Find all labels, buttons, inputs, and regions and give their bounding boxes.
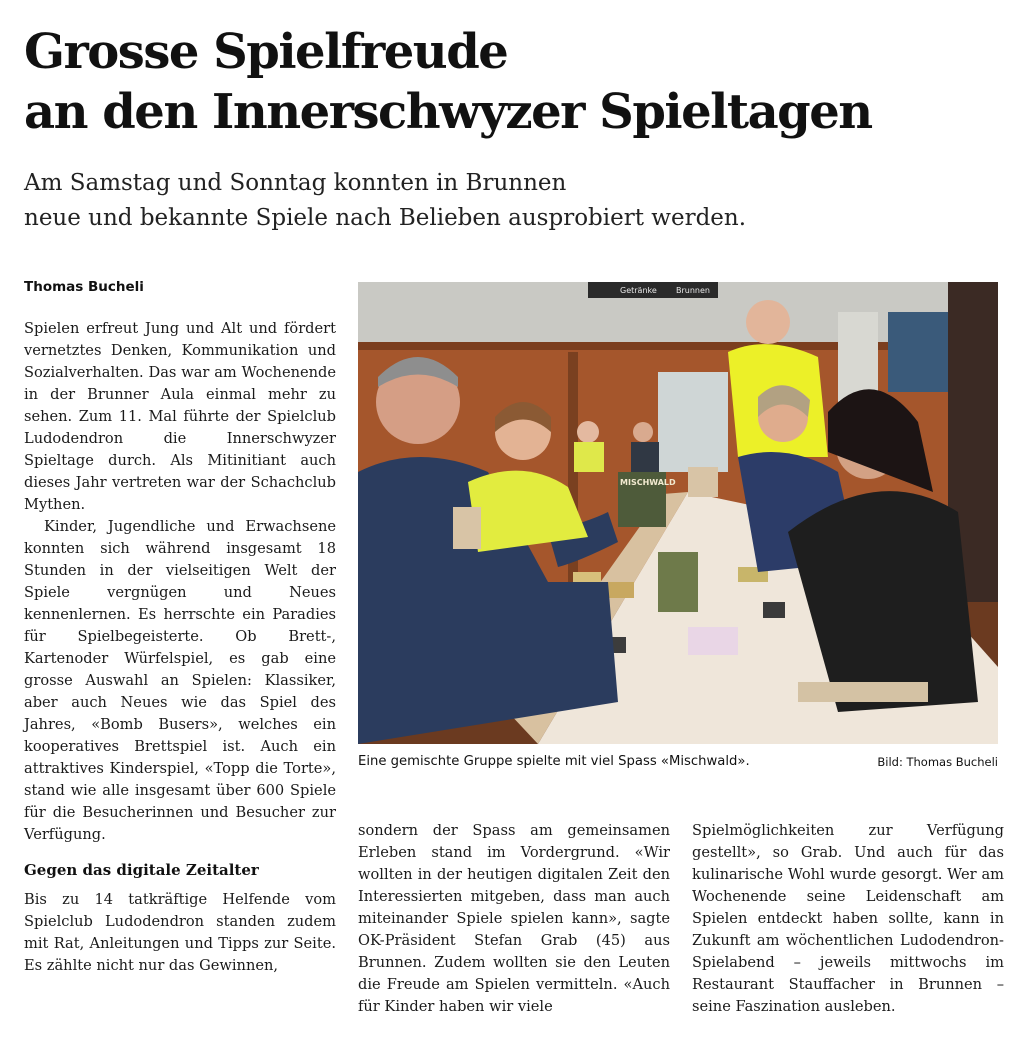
signage-text-right: Brunnen xyxy=(676,286,710,295)
photo-illustration xyxy=(358,282,998,744)
game-box-title: MISCHWALD xyxy=(620,478,676,487)
paragraph-2: Kinder, Jugendliche und Erwachsene konnten sich während insgesamt 18 Stunden in der vielseitigen Welt der Spiele vergnügen und Neues kennenlernen. Es herrschte ein Paradies für Spielbegeisterte. Ob Brett-, Kartenoder Würfelspiel, es gab eine grosse Auswahl an Spielen: Klassiker, aber auch Neues wie das Spiel des Jahres, «Bomb Busers», welches ein kooperatives Brettspiel ist. Auch ein attraktives Kinderspiel, «Topp die Torte», stand wie alle insgesamt über 600 Spiele für die Besucherinnen und Besucher zur Verfügung. xyxy=(24,518,336,843)
signage-text-left: Getränke xyxy=(620,286,657,295)
article-photo xyxy=(358,282,998,744)
headline xyxy=(24,22,1024,142)
author-byline: Thomas Bucheli xyxy=(24,279,144,295)
article-column-2 xyxy=(358,820,670,1018)
photo-caption-area xyxy=(358,754,998,776)
paragraph-5: Spielmöglichkeiten zur Verfügung gestellt», so Grab. Und auch für das kulinarische Wohl wurde gesorgt. Wer am Wochenende seine Leidenschaft am Spielen entdeckt haben sollte, kann in Zukunft am wöchentlichen Ludodendron-Spielabend – jeweils mittwochs im Restaurant Stauffacher in Brunnen – seine Faszination ausleben. xyxy=(692,822,1004,1015)
section-heading: Gegen das digitale Zeitalter xyxy=(24,861,259,879)
subheadline xyxy=(24,166,1024,236)
paragraph-4: sondern der Spass am gemeinsamen Erleben stand im Vordergrund. «Wir wollten in der heutigen digitalen Zeit den Interessierten mitgeben, dass man auch miteinander Spiele spielen kann», sagte OK-Präsident Stefan Grab (45) aus Brunnen. Zudem wollten sie den Leuten die Freude am Spielen vermitteln. «Auch für Kinder haben wir viele xyxy=(358,822,670,1015)
paragraph-3: Bis zu 14 tatkräftige Helfende vom Spielclub Ludodendron standen zudem mit Rat, Anleitungen und Tipps zur Seite. Es zählte nicht nur das Gewinnen, xyxy=(24,891,336,974)
photo-credit: Bild: Thomas Bucheli xyxy=(877,755,998,769)
paragraph-1: Spielen erfreut Jung und Alt und fördert vernetztes Denken, Kommunikation und Sozialverhalten. Das war am Wochenende in der Brunner Aula einmal mehr zu sehen. Zum 11. Mal führte der Spielclub Ludodendron die Innerschwyzer Spieltage durch. Als Mitinitiant auch dieses Jahr vertreten war der Schachclub Mythen. xyxy=(24,320,336,513)
article-column-3 xyxy=(692,820,1004,1018)
subheadline-line-1: Am Samstag und Sonntag konnten in Brunnen xyxy=(24,170,567,196)
photo-caption: Eine gemischte Gruppe spielte mit viel Spass «Mischwald». xyxy=(358,754,750,769)
subheadline-line-2: neue und bekannte Spiele nach Belieben ausprobiert werden. xyxy=(24,205,747,231)
headline-line-2: an den Innerschwyzer Spieltagen xyxy=(24,84,872,140)
article-column-1 xyxy=(24,318,336,977)
headline-line-1: Grosse Spielfreude xyxy=(24,24,508,80)
